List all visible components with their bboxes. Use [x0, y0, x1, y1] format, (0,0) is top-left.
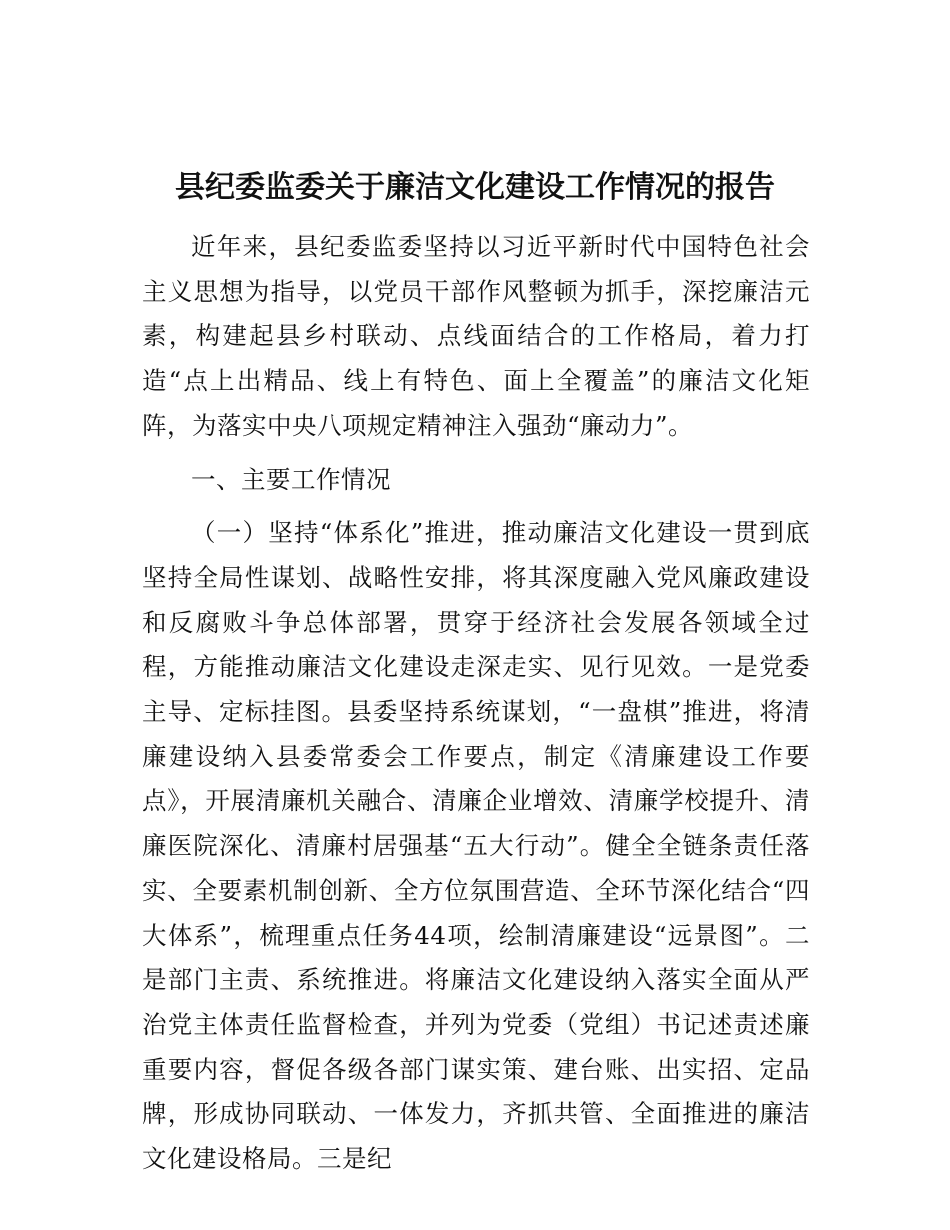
paragraph-gap — [142, 502, 810, 511]
intro-paragraph: 近年来，县纪委监委坚持以习近平新时代中国特色社会主义思想为指导，以党员干部作风整顿为抓手，深挖廉洁元素，构建起县乡村联动、点线面结合的工作格局，着力打造“点上出精品、线上有特色、面上全覆盖”的廉洁文化矩阵，为落实中央八项规定精神注入强劲“廉动力”。 — [142, 232, 810, 440]
document-title: 县纪委监委关于廉洁文化建设工作情况的报告 — [175, 170, 775, 205]
subsection-paragraph: （一）坚持“体系化”推进，推动廉洁文化建设一贯到底坚持全局性谋划、战略性安排，将其深度融入党风廉政建设和反腐败斗争总体部署，贯穿于经济社会发展各领域全过程，方能推动廉洁文化建设走深走实、见行见效。一是党委主导、定标挂图。县委坚持系统谋划，“一盘棋”推进，将清廉建设纳入县委常委会工作要点，制定《清廉建设工作要点》，开展清廉机关融合、清廉企业增效、清廉学校提升、清廉医院深化、清廉村居强基“五大行动”。健全全链条责任落实、全要素机制创新、全方位氛围营造、全环节深化结合“四大体系”，梳理重点任务44项，绘制清廉建设“远景图”。二是部门主责、系统推进。将廉洁文化建设纳入落实全面从严治党主体责任监督检查，并列为党委（党组）书记述责述廉重要内容，督促各级各部门谋实策、建台账、出实招、定品牌，形成协同联动、一体发力，齐抓共管、全面推进的廉洁文化建设格局。三是纪 — [142, 518, 810, 1174]
document-body — [142, 225, 810, 1182]
paragraph-gap — [142, 449, 810, 458]
section-heading: 一、主要工作情况 — [191, 464, 391, 494]
